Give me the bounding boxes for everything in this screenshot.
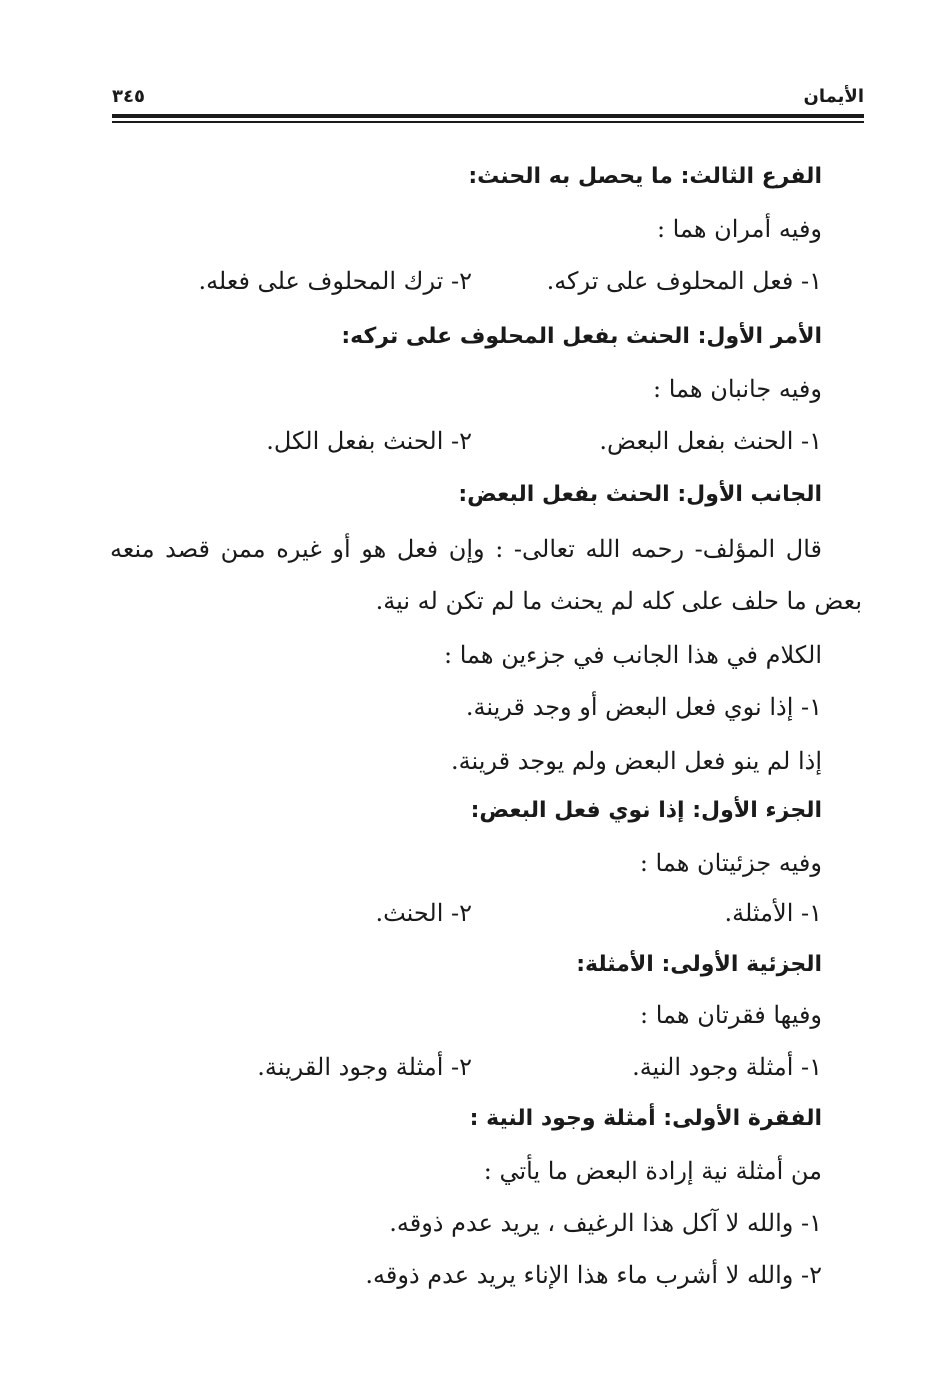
- header-rule-thick: [112, 114, 864, 118]
- heading-part-1: الجزء الأول: إذا نوي فعل البعض:: [470, 798, 822, 823]
- paragraph-author-line-1: قال المؤلف- رحمه الله تعالى- : وإن فعل هو أو غيره ممن قصد منعه: [110, 535, 822, 563]
- running-title: الأيمان: [803, 86, 864, 107]
- paragraph-two-sides: وفيه جانبان هما :: [653, 375, 822, 403]
- paragraph-two-subparts: وفيه جزئيتان هما :: [639, 849, 822, 877]
- heading-subpart-1: الجزئية الأولى: الأمثلة:: [576, 952, 822, 977]
- paragraph-two-parts: الكلام في هذا الجانب في جزءين هما :: [444, 641, 822, 669]
- list-item-1a: ١- فعل المحلوف على تركه.: [546, 267, 822, 295]
- list-item-5a: ١- أمثلة وجود النية.: [632, 1053, 822, 1081]
- list-item-3-1: ١- إذا نوي فعل البعض أو وجد قرينة.: [465, 693, 822, 721]
- list-item-2a: ١- الحنث بفعل البعض.: [599, 427, 822, 455]
- list-item-4b: ٢- الحنث.: [375, 899, 472, 927]
- example-1: ١- والله لا آكل هذا الرغيف ، يريد عدم ذوقه.: [389, 1209, 822, 1237]
- header-rule-thin: [112, 121, 864, 123]
- list-item-1b: ٢- ترك المحلوف على فعله.: [198, 267, 472, 295]
- paragraph-two-paragraphs: وفيها فقرتان هما :: [640, 1001, 822, 1029]
- heading-branch-3: الفرع الثالث: ما يحصل به الحنث:: [468, 164, 822, 189]
- heading-matter-1: الأمر الأول: الحنث بفعل المحلوف على تركه:: [341, 324, 822, 349]
- example-2: ٢- والله لا أشرب ماء هذا الإناء يريد عدم ذوقه.: [365, 1261, 822, 1289]
- list-item-3-2: إذا لم ينو فعل البعض ولم يوجد قرينة.: [451, 747, 822, 775]
- paragraph-two-matters: وفيه أمران هما :: [656, 215, 822, 243]
- heading-paragraph-1: الفقرة الأولى: أمثلة وجود النية :: [469, 1106, 822, 1131]
- page-number: ٣٤٥: [112, 86, 145, 107]
- heading-side-1: الجانب الأول: الحنث بفعل البعض:: [458, 482, 822, 507]
- list-item-5b: ٢- أمثلة وجود القرينة.: [257, 1053, 472, 1081]
- list-item-4a: ١- الأمثلة.: [724, 899, 822, 927]
- paragraph-examples-intro: من أمثلة نية إرادة البعض ما يأتي :: [483, 1157, 822, 1185]
- list-item-2b: ٢- الحنث بفعل الكل.: [266, 427, 472, 455]
- paragraph-author-line-2: بعض ما حلف على كله لم يحنث ما لم تكن له نية.: [375, 587, 862, 615]
